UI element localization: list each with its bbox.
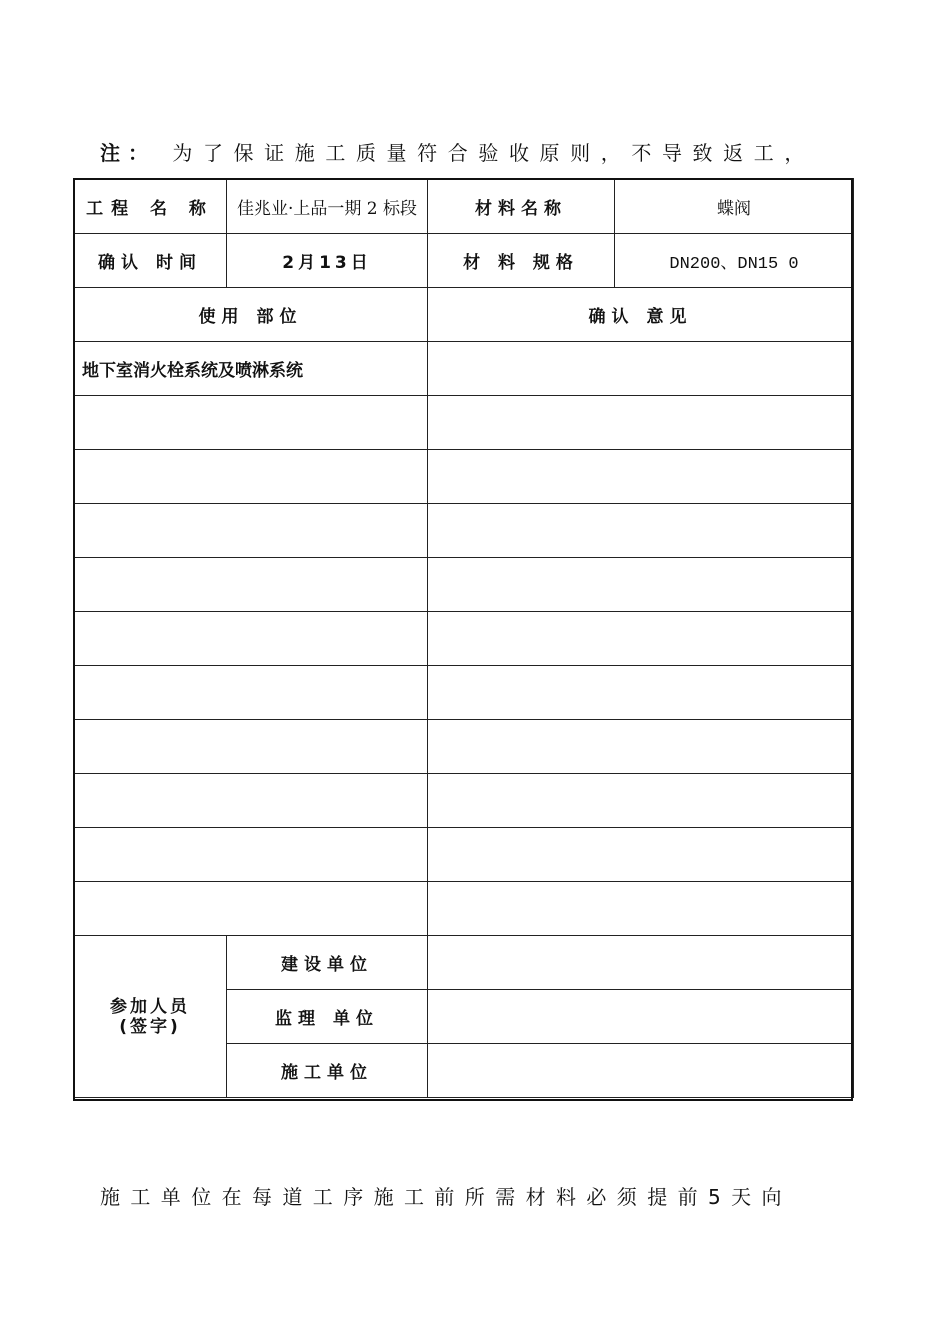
usage-location-cell — [74, 774, 428, 828]
usage-location-cell — [74, 612, 428, 666]
note-text: 为了保证施工质量符合验收原则，不导致返工， — [172, 141, 815, 165]
usage-location-cell — [74, 666, 428, 720]
signature-cell — [428, 936, 854, 990]
note-label: 注： — [100, 141, 156, 165]
material-confirmation-form — [73, 178, 854, 1098]
usage-row — [74, 612, 854, 666]
project-name-label: 工程 名 称 — [74, 179, 227, 234]
usage-location-cell — [74, 396, 428, 450]
project-row — [74, 179, 854, 234]
opinion-cell — [428, 450, 854, 504]
opinion-cell — [428, 774, 854, 828]
opinion-cell — [428, 558, 854, 612]
unit-label: 监理 单位 — [227, 990, 428, 1044]
usage-location-cell — [74, 828, 428, 882]
usage-row — [74, 882, 854, 936]
confirm-opinion-header: 确认 意见 — [428, 288, 854, 342]
unit-label: 施工单位 — [227, 1044, 428, 1098]
opinion-cell — [428, 396, 854, 450]
footer-text: 施工单位在每道工序施工前所需材料必须提前5天向 — [100, 1185, 792, 1209]
usage-row — [74, 450, 854, 504]
usage-row — [74, 828, 854, 882]
opinion-cell — [428, 342, 854, 396]
signature-cell — [428, 990, 854, 1044]
usage-row — [74, 720, 854, 774]
confirm-time-value: 2月13日 — [227, 234, 428, 288]
material-name-value: 蝶阀 — [615, 179, 854, 234]
usage-header-row — [74, 288, 854, 342]
usage-row — [74, 558, 854, 612]
time-spec-row — [74, 234, 854, 288]
unit-row-construction-owner — [74, 936, 854, 990]
note-line — [100, 138, 860, 168]
participants-label-line1: 参加人员 — [110, 996, 190, 1017]
signature-cell — [428, 1044, 854, 1098]
opinion-cell — [428, 828, 854, 882]
usage-location-cell — [74, 558, 428, 612]
opinion-cell — [428, 720, 854, 774]
usage-row — [74, 666, 854, 720]
opinion-cell — [428, 882, 854, 936]
usage-row — [74, 342, 854, 396]
confirm-time-label: 确认 时间 — [74, 234, 227, 288]
usage-location-cell: 地下室消火栓系统及喷淋系统 — [74, 342, 428, 396]
unit-label: 建设单位 — [227, 936, 428, 990]
material-name-label: 材料名称 — [428, 179, 615, 234]
project-name-value: 佳兆业·上品一期 2 标段 — [227, 179, 428, 234]
usage-location-cell — [74, 450, 428, 504]
participants-label — [74, 936, 227, 1098]
opinion-cell — [428, 666, 854, 720]
usage-location-cell — [74, 720, 428, 774]
usage-location-cell — [74, 882, 428, 936]
usage-row — [74, 396, 854, 450]
usage-row — [74, 504, 854, 558]
usage-location-cell — [74, 504, 428, 558]
material-spec-value: DN200、DN15 0 — [615, 234, 854, 288]
participants-label-line2: (签字) — [119, 1016, 181, 1037]
opinion-cell — [428, 612, 854, 666]
opinion-cell — [428, 504, 854, 558]
usage-location-header: 使用 部位 — [74, 288, 428, 342]
usage-row — [74, 774, 854, 828]
material-spec-label: 材 料 规格 — [428, 234, 615, 288]
